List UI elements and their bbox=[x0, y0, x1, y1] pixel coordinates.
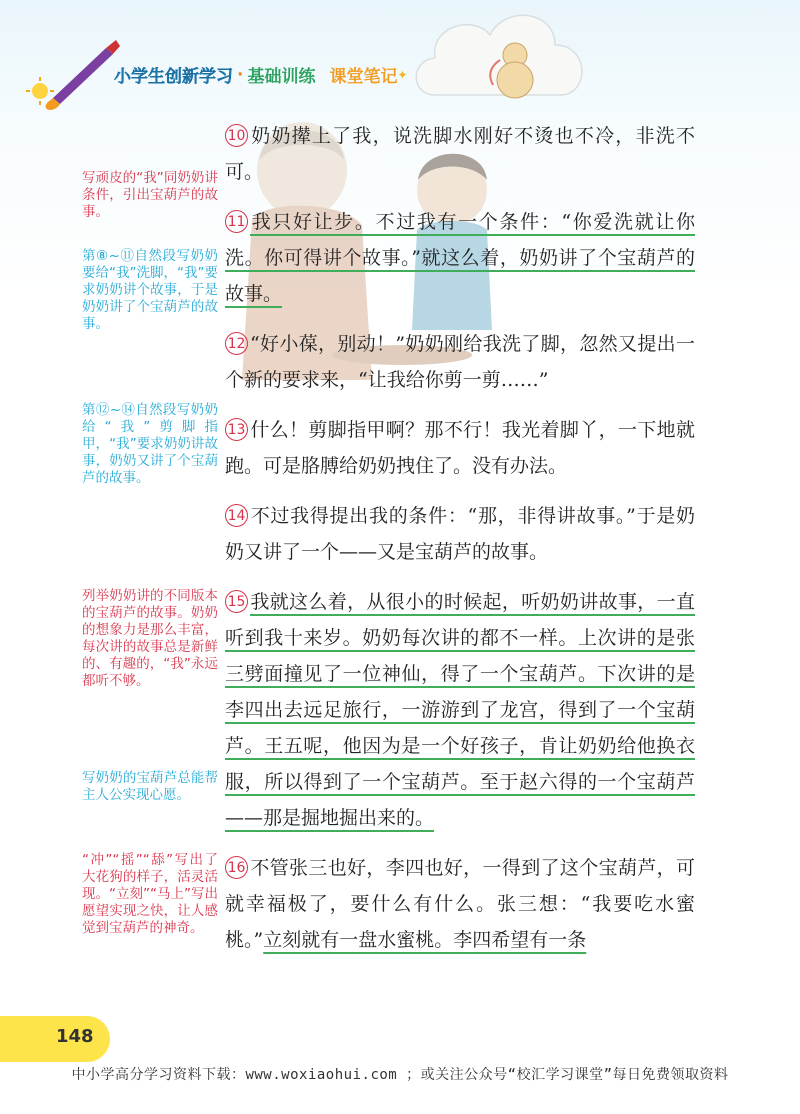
paragraph-number: 13 bbox=[225, 418, 248, 441]
paragraph bbox=[225, 584, 695, 836]
paragraph-number: 16 bbox=[225, 856, 248, 879]
paragraph-number: 15 bbox=[225, 590, 248, 613]
paragraph bbox=[225, 498, 695, 570]
paintbrush-icon bbox=[18, 36, 128, 116]
paragraph bbox=[225, 850, 695, 958]
underlined-text: 我只好让步。不过我有一个条件：“你爱洗就让你洗。你可得讲个故事。”就这么着，奶奶讲了个宝葫芦的故事。 bbox=[225, 211, 695, 305]
header-title-sub: 基础训练 bbox=[247, 67, 316, 87]
paragraph-text: “好小葆，别动！”奶奶刚给我洗了脚，忽然又提出一个新的要求来，“让我给你剪一剪……” bbox=[225, 333, 695, 391]
underlined-text: 立刻就有一盘水蜜桃。李四希望有一条 bbox=[263, 929, 587, 951]
page-number: 148 bbox=[56, 1026, 94, 1047]
paragraph bbox=[225, 326, 695, 398]
margin-note: 列举奶奶讲的不同版本的宝葫芦的故事。奶奶的想象力是那么丰富，每次讲的故事总是新鲜的、有趣的，“我”永远都听不够。 bbox=[82, 588, 218, 689]
header-title-main: 小学生创新学习 bbox=[114, 67, 233, 87]
paragraph-text: 什么！剪脚指甲啊？那不行！我光着脚丫，一下地就跑。可是胳膊给奶奶拽住了。没有办法。 bbox=[225, 419, 695, 477]
margin-note: 写奶奶的宝葫芦总能帮主人公实现心愿。 bbox=[82, 770, 218, 803]
paragraph-text: 不管张三也好，李四也好，一得到了这个宝葫芦，可就幸福极了，要什么有什么。张三想：“我要吃水蜜桃。” bbox=[225, 857, 695, 951]
paragraph bbox=[225, 204, 695, 312]
margin-note: “冲”“摇”“舔”写出了大花狗的样子，活灵活现。“立刻”“马上”写出愿望实现之快，让人感觉到宝葫芦的神奇。 bbox=[82, 852, 218, 936]
paragraph bbox=[225, 118, 695, 190]
header-title-note: 课堂笔记 bbox=[329, 67, 398, 87]
paragraph-number: 12 bbox=[225, 332, 248, 355]
paragraph-number: 11 bbox=[225, 210, 248, 233]
paragraph-number: 14 bbox=[225, 504, 248, 527]
header-title bbox=[114, 62, 408, 87]
margin-note: 第⑧~⑪自然段写奶奶要给“我”洗脚，“我”要求奶奶讲个故事，于是奶奶讲了个宝葫芦的故事。 bbox=[82, 248, 218, 332]
star-icon: ✦ bbox=[397, 67, 408, 82]
underlined-text: 我就这么着，从很小的时候起，听奶奶讲故事，一直听到我十来岁。奶奶每次讲的都不一样。上次讲的是张三劈面撞见了一位神仙，得了一个宝葫芦。下次讲的是李四出去远足旅行，一游游到了龙宫，得到了一个宝葫芦。王五呢，他因为是一个好孩子，肯让奶奶给他换衣服，所以得到了一个宝葫芦。至于赵六得的一个宝葫芦——那是掘地掘出来的。 bbox=[225, 591, 695, 829]
paragraph bbox=[225, 412, 695, 484]
footer-text: 中小学高分学习资料下载：www.woxiaohui.com ；或关注公众号“校汇学习课堂”每日免费领取资料 bbox=[71, 1067, 729, 1083]
main-text bbox=[225, 118, 695, 972]
margin-note: 第⑫~⑭自然段写奶奶给“我”剪脚指甲，“我”要求奶奶讲故事，奶奶又讲了个宝葫芦的故事。 bbox=[82, 402, 218, 486]
paragraph-text: 不过我得提出我的条件：“那，非得讲故事。”于是奶奶又讲了一个——又是宝葫芦的故事。 bbox=[225, 505, 695, 563]
margin-note: 写顽皮的“我”同奶奶讲条件，引出宝葫芦的故事。 bbox=[82, 170, 218, 220]
paragraph-number: 10 bbox=[225, 124, 248, 147]
header-title-dot: · bbox=[237, 64, 244, 85]
paragraph-text: 奶奶撵上了我，说洗脚水刚好不烫也不冷，非洗不可。 bbox=[225, 125, 695, 183]
